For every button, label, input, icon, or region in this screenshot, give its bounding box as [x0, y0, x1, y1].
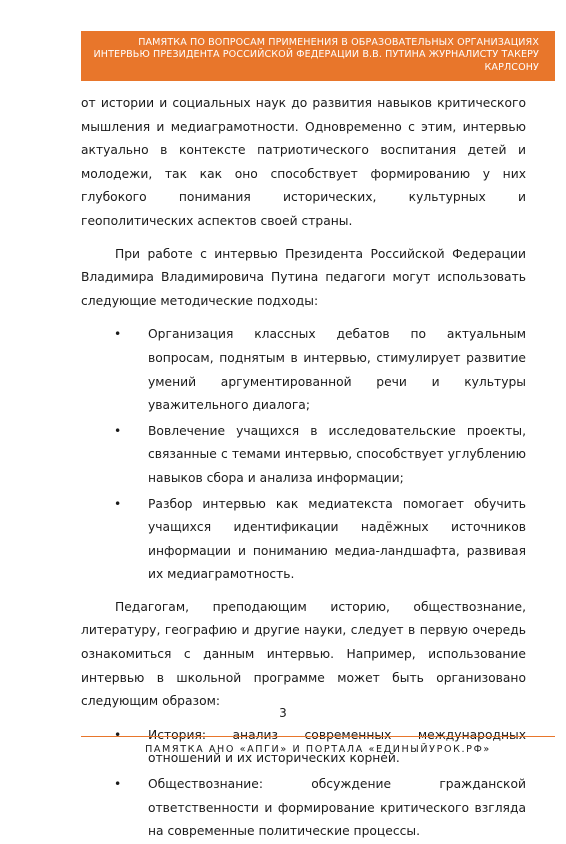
header-line-3: КАРЛСОНУ — [484, 61, 539, 73]
bullet-icon: • — [114, 496, 122, 511]
page-number: 3 — [279, 706, 287, 720]
footer-text: ПАМЯТКА АНО «АПГИ» И ПОРТАЛА «ЕДИНЫЙУРОК.РФ» — [145, 744, 491, 755]
list-item-text: Разбор интервью как медиатекста помогает обучить учащихся идентификации надёжных источников информации и пониманию медиа-ландшафта, развивая их медиаграмотность. — [148, 496, 526, 582]
header-line-1: ПАМЯТКА ПО ВОПРОСАМ ПРИМЕНЕНИЯ В ОБРАЗОВАТЕЛЬНЫХ ОРГАНИЗАЦИЯХ — [138, 37, 539, 48]
subjects-list — [81, 724, 526, 844]
list-item-text: Обществознание: обсуждение гражданской ответственности и формирование критического взгляда на современные политические процессы. — [148, 777, 526, 839]
list-item — [81, 773, 526, 844]
paragraph-1: от истории и социальных наук до развития навыков критического мышления и медиаграмотности. Одновременно с этим, интервью актуально в контексте патриотического воспитания детей и молодежи, так как оно способствует формированию у них глубокого понимания исторических, культурных и геополитических аспектов своей страны. — [81, 96, 526, 228]
list-item — [81, 420, 526, 491]
bullet-icon: • — [114, 423, 122, 438]
paragraph-3: Педагогам, преподающим историю, обществознание, литературу, географию и другие науки, следует в первую очередь ознакомиться с данным интервью. Например, использование интервью в школьной программе может быть организовано следующим образом: — [81, 599, 526, 709]
header-banner — [81, 31, 555, 81]
methods-list — [81, 323, 526, 587]
list-item — [81, 493, 526, 587]
bullet-icon: • — [114, 727, 122, 742]
bullet-icon: • — [114, 777, 122, 792]
paragraph-2: При работе с интервью Президента Российской Федерации Владимира Владимировича Путина педагоги могут использовать следующие методические подходы: — [81, 246, 526, 308]
footer-divider — [81, 736, 555, 737]
page-content — [81, 92, 526, 844]
list-item-text: Организация классных дебатов по актуальным вопросам, поднятым в интервью, стимулирует развитие умений аргументированной речи и культуры уважительного диалога; — [148, 327, 526, 413]
header-line-2: ИНТЕРВЬЮ ПРЕЗИДЕНТА РОССИЙСКОЙ ФЕДЕРАЦИИ В.В. ПУТИНА ЖУРНАЛИСТУ ТАКЕРУ — [93, 49, 539, 61]
list-item-text: Вовлечение учащихся в исследовательские проекты, связанные с темами интервью, способствует углублению навыков сбора и анализа информации; — [148, 423, 526, 485]
bullet-icon: • — [114, 327, 122, 342]
list-item-text: История: анализ современных международных отношений и их исторических корней. — [148, 727, 526, 766]
list-item — [81, 323, 526, 417]
